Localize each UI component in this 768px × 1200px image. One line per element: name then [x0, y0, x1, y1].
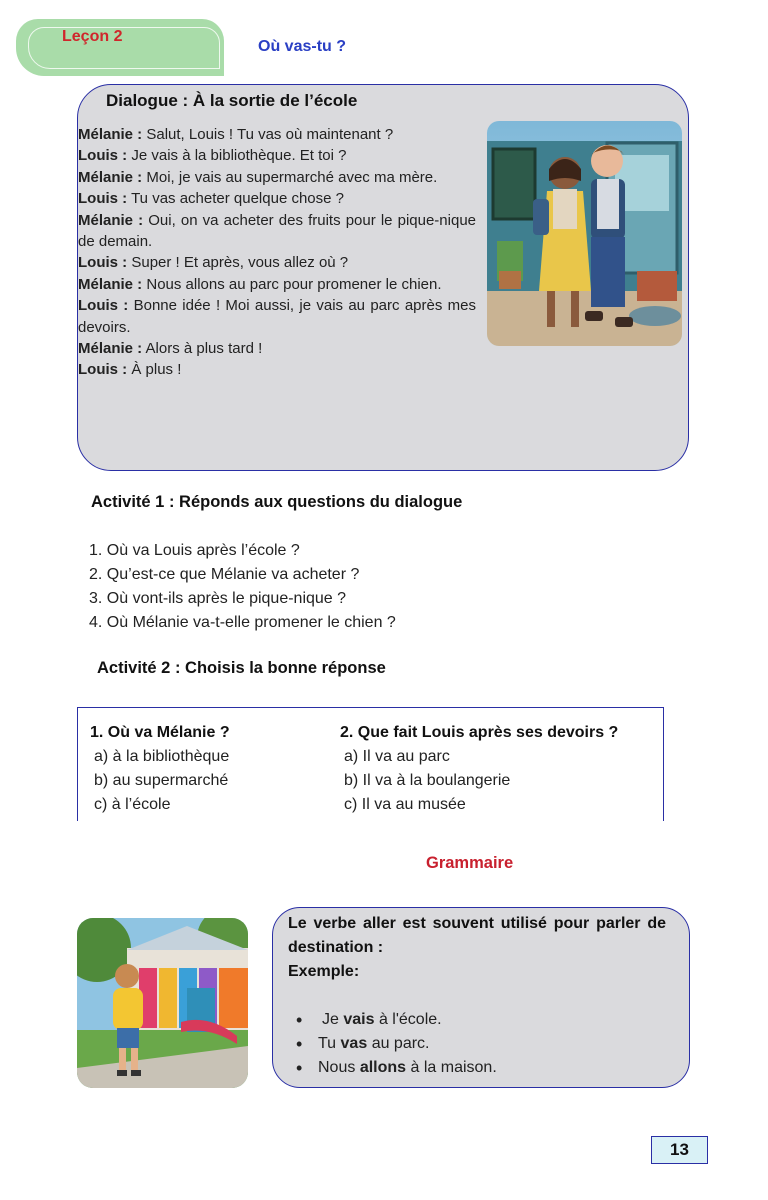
grammar-example	[296, 1008, 497, 1032]
example-rest: au parc.	[371, 1035, 430, 1052]
lesson-tab-frame	[28, 27, 220, 69]
dialogue-speaker: Louis :	[78, 190, 128, 208]
dialogue-speaker: Mélanie :	[78, 126, 143, 143]
dialogue-speaker: Louis :	[78, 254, 128, 272]
dialogue-title: Dialogue : À la sortie de l’école	[106, 91, 358, 110]
dialogue-line	[78, 145, 476, 166]
example-subject: Nous	[318, 1059, 356, 1076]
school-exit-illustration-image	[487, 121, 682, 346]
lesson-title: Où vas-tu ?	[258, 38, 347, 55]
dialogue-speaker: Louis :	[78, 361, 128, 379]
activity1-question-list	[89, 539, 396, 635]
dialogue-text: Bonne idée ! Moi aussi, je vais au parc après mes devoirs.	[78, 297, 476, 336]
page-number: 13	[651, 1136, 708, 1164]
dialogue-text: Super ! Et après, vous allez où ?	[131, 254, 349, 272]
dialogue-line	[78, 274, 476, 295]
dialogue-lines	[78, 124, 476, 381]
school-exit-illustration	[487, 121, 682, 346]
dialogue-line	[78, 295, 476, 338]
dialogue-text: Salut, Louis ! Tu vas où maintenant ?	[146, 126, 394, 143]
dialogue-text: Oui, on va acheter des fruits pour le pique-nique de demain.	[78, 211, 477, 251]
dialogue-text: Je vais à la bibliothèque. Et toi ?	[131, 147, 347, 165]
dialogue-line	[78, 188, 476, 209]
quiz-option[interactable]: a) à la bibliothèque	[94, 748, 230, 765]
activity2-title: Activité 2 : Choisis la bonne réponse	[97, 659, 386, 677]
dialogue-line	[78, 359, 476, 380]
activity1-question: 1. Où va Louis après l’école ?	[89, 542, 300, 559]
activity1-title: Activité 1 : Réponds aux questions du dialogue	[91, 493, 463, 511]
example-rest: à l'école.	[378, 1011, 442, 1028]
grammar-example-label: Exemple:	[288, 963, 360, 980]
grammar-example	[296, 1056, 497, 1080]
example-subject: Je	[322, 1011, 339, 1028]
child-backpack-illustration	[77, 918, 248, 1088]
dialogue-speaker: Mélanie :	[78, 275, 143, 293]
dialogue-speaker: Mélanie :	[78, 168, 143, 186]
quiz-option[interactable]: c) à l’école	[94, 796, 171, 813]
dialogue-text: À plus !	[131, 361, 182, 379]
grammar-example-list	[296, 1008, 497, 1080]
example-verb: vais	[343, 1011, 375, 1028]
example-subject: Tu	[318, 1035, 337, 1052]
grammar-title: Grammaire	[426, 854, 514, 872]
child-backpack-illustration-image	[77, 918, 248, 1088]
dialogue-text: Tu vas acheter quelque chose ?	[131, 190, 344, 208]
dialogue-speaker: Mélanie :	[78, 340, 143, 358]
quiz-option[interactable]: c) Il va au musée	[344, 796, 466, 813]
example-verb: vas	[340, 1035, 368, 1052]
dialogue-speaker: Louis :	[78, 147, 128, 165]
dialogue-text: Nous allons au parc pour promener le chien.	[146, 275, 442, 293]
dialogue-speaker: Louis :	[78, 297, 129, 315]
quiz-question: 2. Que fait Louis après ses devoirs ?	[340, 724, 619, 741]
lesson-label: Leçon 2	[62, 28, 123, 45]
dialogue-line	[78, 124, 476, 145]
quiz-question-block	[90, 721, 230, 817]
dialogue-line	[78, 167, 476, 188]
dialogue-line	[78, 252, 476, 273]
dialogue-line	[78, 338, 476, 359]
example-rest: à la maison.	[410, 1059, 497, 1076]
quiz-option[interactable]: a) Il va au parc	[344, 748, 450, 765]
activity1-question: 3. Où vont-ils après le pique-nique ?	[89, 590, 347, 607]
dialogue-text: Moi, je vais au supermarché avec ma mère.	[146, 168, 438, 186]
quiz-question: 1. Où va Mélanie ?	[90, 724, 230, 741]
dialogue-text: Alors à plus tard !	[145, 340, 263, 358]
activity1-question: 2. Qu’est-ce que Mélanie va acheter ?	[89, 566, 360, 583]
dialogue-speaker: Mélanie :	[78, 211, 144, 229]
dialogue-line	[78, 210, 476, 253]
grammar-rule: Le verbe aller est souvent utilisé pour parler de destination :	[288, 915, 666, 956]
quiz-option[interactable]: b) Il va à la boulangerie	[344, 772, 511, 789]
example-verb: allons	[359, 1059, 407, 1076]
quiz-question-block	[340, 721, 618, 817]
grammar-example	[296, 1032, 497, 1056]
quiz-option[interactable]: b) au supermarché	[94, 772, 229, 789]
activity1-question: 4. Où Mélanie va-t-elle promener le chien ?	[89, 614, 396, 631]
